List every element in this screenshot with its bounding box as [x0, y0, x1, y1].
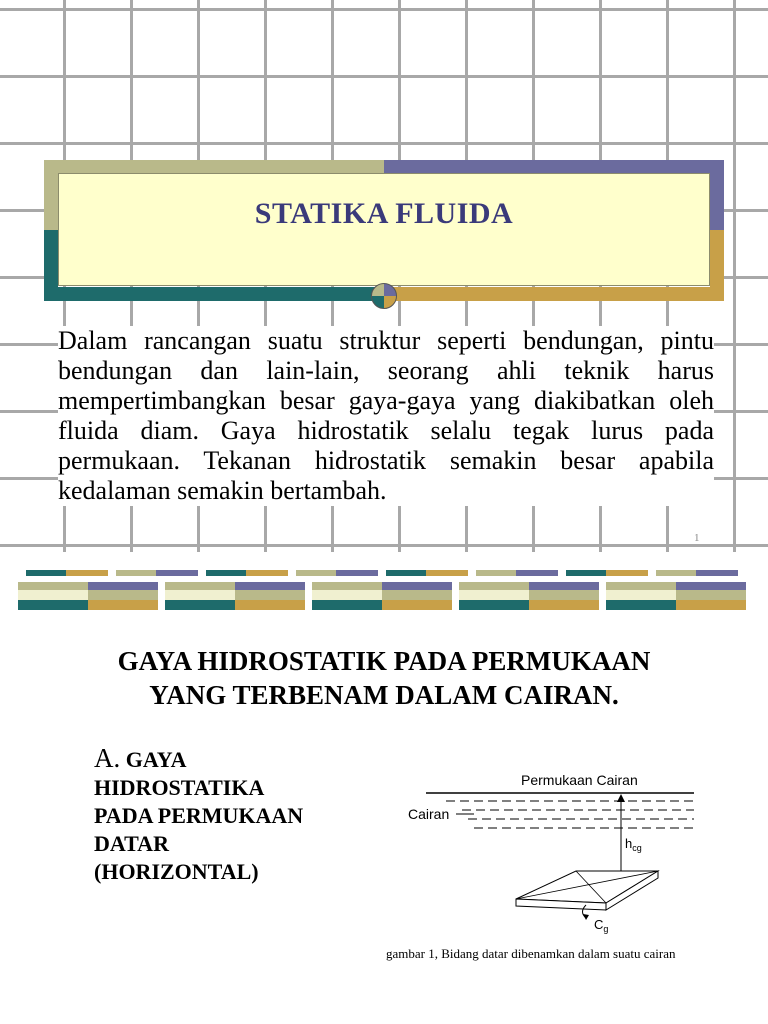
circle-ornament-icon — [371, 283, 397, 309]
centroid-arrow-icon — [583, 914, 589, 920]
heading-line-1: GAYA HIDROSTATIK PADA PERMUKAAN — [117, 646, 651, 676]
figure-caption: gambar 1, Bidang datar dibenamkan dalam suatu cairan — [386, 946, 676, 961]
stripe-row — [26, 570, 746, 576]
intro-paragraph: Dalam rancangan suatu struktur seperti bendungan, pintu bendungan dan lain-lain, seorang ahli teknik harus mempertimbangkan besar gaya-gaya yang diakibatkan oleh fluida diam. Gaya hidrostatik selalu tegak lurus pada permukaan. Tekanan hidrostatik semakin besar apabila kedalaman semakin bertambah. — [58, 326, 714, 505]
liquid-label: Cairan — [408, 806, 450, 822]
subsection-title-line-2: HIDROSTATIKA — [94, 775, 265, 800]
band-block — [18, 582, 158, 610]
title-box — [58, 173, 710, 286]
section-heading — [40, 644, 728, 712]
submerged-plate-diagram — [396, 764, 706, 934]
heading-line-2: YANG TERBENAM DALAM CAIRAN. — [149, 680, 619, 710]
band-block — [312, 582, 452, 610]
surface-label: Permukaan Cairan — [521, 772, 638, 788]
subsection-title-line-3: PADA PERMUKAAN — [94, 803, 304, 828]
depth-label: $h_{cg}$ — [625, 836, 642, 853]
subsection-title-line-1: GAYA — [125, 747, 187, 772]
page-number: 1 — [694, 532, 700, 544]
centroid-label: $C_g$ — [594, 917, 609, 934]
subsection-title-line-5: (HORIZONTAL) — [94, 859, 259, 884]
band-block — [606, 582, 746, 610]
band-block — [165, 582, 305, 610]
arrow-head-up-icon — [617, 794, 625, 802]
subsection-letter: A. — [94, 743, 121, 773]
subsection-title — [94, 744, 364, 886]
band-block — [459, 582, 599, 610]
subsection-title-line-4: DATAR — [94, 831, 169, 856]
slide-title: STATIKA FLUIDA — [254, 196, 514, 230]
